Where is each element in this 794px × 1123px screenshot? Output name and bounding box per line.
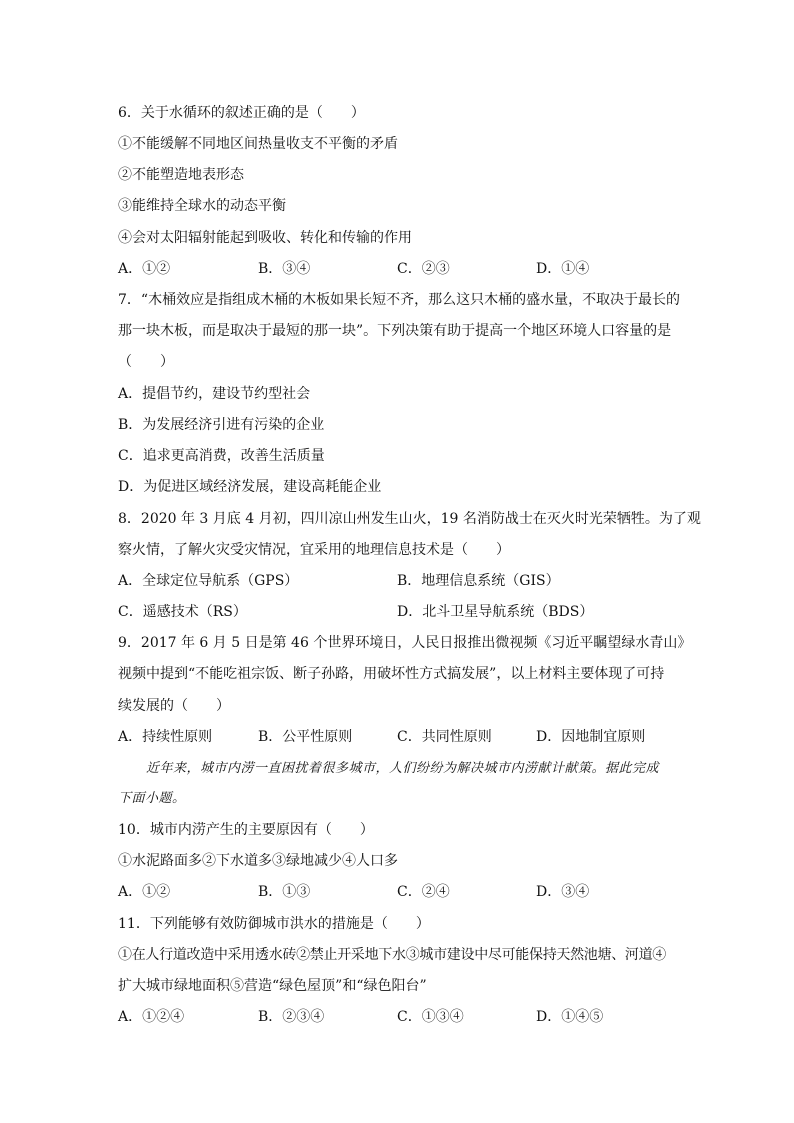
q11-item: ①在人行道改造中采用透水砖②禁止开采地下水③城市建设中尽可能保持天然池塘、河道④ [118,947,666,963]
q8-option-b: B．地理信息系统（GIS） [397,573,560,589]
q6-item: ③能维持全球水的动态平衡 [118,198,286,214]
material-intro-line: 下面小题。 [118,791,186,806]
q9-option-c: C．共同性原则 [397,729,492,745]
q7-stem-line: 那一块木板，而是取决于最短的那一块”。下列决策有助于提高一个地区环境人口容量的是 [118,323,672,339]
q10-stem: 10．城市内涝产生的主要原因有（ ） [118,822,374,838]
q7-stem-line: （ ） [118,354,174,370]
q6-option-d: D．①④ [536,261,590,277]
q10-option-b: B．①③ [258,884,311,900]
q7-option-d: D．为促进区域经济发展，建设高耗能企业 [118,479,382,495]
q9-option-a: A．持续性原则 [118,729,213,745]
q6-option-b: B．③④ [258,261,311,277]
q7-option-c: C．追求更高消费，改善生活质量 [118,448,325,464]
q6-item: ④会对太阳辐射能起到吸收、转化和传输的作用 [118,230,412,246]
q9-option-b: B．公平性原则 [258,729,353,745]
q6-item: ②不能塑造地表形态 [118,167,244,183]
material-intro-line: 近年来，城市内涝一直困扰着很多城市，人们纷纷为解决城市内涝献计献策。据此完成 [146,761,660,776]
q10-item: ①水泥路面多②下水道多③绿地减少④人口多 [118,853,398,869]
q6-option-a: A．①② [118,261,171,277]
q10-option-c: C．②④ [397,884,450,900]
q11-stem: 11．下列能够有效防御城市洪水的措施是（ ） [118,916,430,932]
q8-option-c: C．遥感技术（RS） [118,604,247,620]
q9-option-d: D．因地制宜原则 [536,729,646,745]
q10-option-d: D．③④ [536,884,590,900]
q7-stem-line: 7．“木桶效应是指组成木桶的木板如果长短不齐，那么这只木桶的盛水量，不取决于最长的 [118,292,681,308]
q9-stem-line: 9．2017 年 6 月 5 日是第 46 个世界环境日，人民日报推出微视频《习近平瞩望绿水青山》 [118,635,692,651]
q11-option-b: B．②③④ [258,1009,325,1025]
q6-option-c: C．②③ [397,261,450,277]
q11-item: 扩大城市绿地面积⑤营造“绿色屋顶”和“绿色阳台” [118,978,427,994]
q6-item: ①不能缓解不同地区间热量收支不平衡的矛盾 [118,136,398,152]
q10-option-a: A．①② [118,884,171,900]
q11-option-a: A．①②④ [118,1009,185,1025]
q7-option-a: A．提倡节约，建设节约型社会 [118,386,311,402]
q8-option-d: D．北斗卫星导航系统（BDS） [397,604,594,620]
q11-option-d: D．①④⑤ [536,1009,604,1025]
q8-option-a: A．全球定位导航系（GPS） [118,573,299,589]
q7-option-b: B．为发展经济引进有污染的企业 [118,417,325,433]
q11-option-c: C．①③④ [397,1009,464,1025]
q6-stem: 6．关于水循环的叙述正确的是（ ） [118,105,365,121]
q9-stem-line: 续发展的（ ） [118,698,230,714]
q8-stem-line: 察火情，了解火灾受灾情况，宜采用的地理信息技术是（ ） [118,542,510,558]
q9-stem-line: 视频中提到“不能吃祖宗饭、断子孙路，用破坏性方式搞发展”，以上材料主要体现了可持 [118,666,665,682]
q8-stem-line: 8．2020 年 3 月底 4 月初，四川凉山州发生山火，19 名消防战士在灭火时光荣牺牲。为了观 [118,511,701,527]
